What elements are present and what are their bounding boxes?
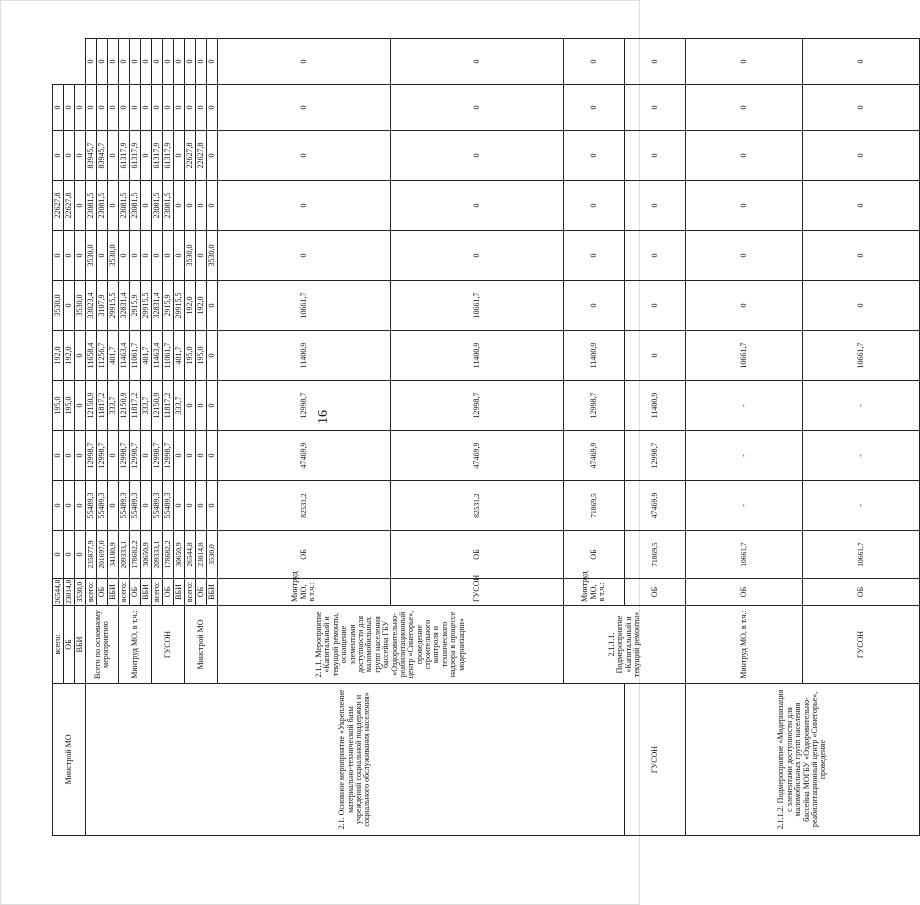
total-cell: 10661,7: [686, 531, 803, 579]
year-value-cell: 333,7: [174, 381, 185, 431]
year-value-cell: 0: [163, 85, 174, 131]
year-value-cell: 333,7: [108, 381, 119, 431]
budget-table-rotated: [52, 39, 866, 836]
year-value-cell: -: [686, 431, 803, 481]
year-value-cell: 0: [185, 431, 196, 481]
year-value-cell: 23081,5: [152, 181, 163, 231]
year-value-cell: 0: [108, 85, 119, 131]
year-value-cell: 0: [391, 85, 564, 131]
funding-source: всего:: [119, 579, 130, 606]
year-value-cell: 401,7: [141, 331, 152, 381]
year-value-cell: 0: [625, 181, 686, 231]
year-value-cell: 22627,8: [185, 131, 196, 181]
year-value-cell: 0: [75, 231, 86, 281]
year-value-cell: 23081,5: [163, 181, 174, 231]
year-value-cell: 0: [625, 131, 686, 181]
year-value-cell: 0: [53, 531, 64, 579]
year-value-cell: 11463,4: [119, 331, 130, 381]
year-value-cell: 83945,7: [97, 131, 108, 181]
year-value-cell: 0: [686, 39, 803, 85]
year-value-cell: 0: [391, 181, 564, 231]
total-cell: 82531,2: [391, 481, 564, 531]
total-cell: 235877,9: [86, 531, 97, 579]
executor-minstroy-main: Минстрой МО: [185, 606, 218, 684]
year-value-cell: 33023,4: [86, 281, 97, 331]
year-value-cell: 0: [196, 181, 207, 231]
action-2-1-1-label: 2.1.1. Мероприятие «Капитальный и текущий ремонты, оснащение элементами доступности для маломобильных групп населения бассейна ГБУ «Оздоровительно-реабилитационный центр «Синегорье», проведение строительного контроля и технического надзора в процессе модернизации»: [218, 606, 564, 684]
executor-mintrud-2112: Минтруд МО, в т.ч.:: [686, 606, 803, 684]
year-value-cell: 10661,7: [803, 331, 920, 381]
year-value-cell: 3107,9: [97, 281, 108, 331]
year-value-cell: 3530,0: [86, 231, 97, 281]
year-value-cell: 55489,3: [130, 481, 141, 531]
year-value-cell: 0: [108, 39, 119, 85]
year-value-cell: 0: [130, 231, 141, 281]
funding-source: ОБ: [391, 531, 564, 579]
year-value-cell: 0: [75, 85, 86, 131]
funding-source: ОБ: [564, 531, 625, 579]
year-value-cell: 12998,7: [218, 381, 391, 431]
year-value-cell: 0: [75, 481, 86, 531]
year-value-cell: 195,0: [185, 331, 196, 381]
year-value-cell: 11817,2: [130, 381, 141, 431]
table-body: [53, 39, 920, 836]
year-value-cell: 0: [141, 481, 152, 531]
year-value-cell: 0: [803, 281, 920, 331]
executor-mintrud-2111: Минтруд МО, в т.ч.:: [564, 579, 625, 606]
total-cell: 178682,2: [130, 531, 141, 579]
year-value-cell: 23081,5: [97, 181, 108, 231]
year-value-cell: 11400,9: [625, 381, 686, 431]
year-value-cell: 0: [625, 281, 686, 331]
funding-source: ОБ: [163, 579, 174, 606]
year-value-cell: 12150,9: [86, 381, 97, 431]
year-value-cell: 29915,5: [174, 281, 185, 331]
year-value-cell: 23081,5: [86, 181, 97, 231]
year-value-cell: 0: [564, 231, 625, 281]
funding-source: всего:: [152, 579, 163, 606]
year-value-cell: -: [803, 381, 920, 431]
year-value-cell: 55489,3: [86, 481, 97, 531]
year-value-cell: 0: [625, 331, 686, 381]
year-value-cell: 0: [196, 481, 207, 531]
executor-total-main: Всего по основному мероприятию: [86, 606, 119, 684]
year-value-cell: 0: [207, 281, 218, 331]
year-value-cell: 0: [174, 39, 185, 85]
year-value-cell: 3530,0: [75, 281, 86, 331]
funding-source: ОБ: [625, 579, 686, 606]
funding-source: ОБ: [686, 579, 803, 606]
year-value-cell: 12998,7: [97, 431, 108, 481]
year-value-cell: 0: [564, 131, 625, 181]
year-value-cell: 0: [174, 181, 185, 231]
year-value-cell: 0: [108, 481, 119, 531]
total-cell: 209333,1: [152, 531, 163, 579]
year-value-cell: 55489,3: [97, 481, 108, 531]
year-value-cell: 2915,9: [130, 281, 141, 331]
year-value-cell: 0: [130, 39, 141, 85]
year-value-cell: 12998,7: [86, 431, 97, 481]
year-value-cell: 0: [196, 85, 207, 131]
year-value-cell: 23081,5: [130, 181, 141, 231]
year-value-cell: 0: [119, 39, 130, 85]
year-value-cell: 22627,8: [53, 181, 64, 231]
year-value-cell: 29915,5: [108, 281, 119, 331]
table-row: [625, 39, 686, 836]
year-value-cell: 0: [97, 85, 108, 131]
year-value-cell: 0: [53, 231, 64, 281]
year-value-cell: 0: [391, 39, 564, 85]
year-value-cell: 0: [218, 181, 391, 231]
year-value-cell: 195,0: [64, 381, 75, 431]
year-value-cell: 0: [119, 231, 130, 281]
year-value-cell: 0: [64, 131, 75, 181]
funding-source: всего:: [86, 579, 97, 606]
year-value-cell: 0: [97, 231, 108, 281]
year-value-cell: 0: [141, 231, 152, 281]
year-value-cell: 0: [391, 231, 564, 281]
year-value-cell: 0: [185, 481, 196, 531]
budget-table: [52, 38, 920, 836]
funding-source: ОБ: [97, 579, 108, 606]
year-value-cell: 11817,2: [97, 381, 108, 431]
year-value-cell: 11061,7: [130, 331, 141, 381]
year-value-cell: 10661,7: [218, 281, 391, 331]
total-cell: 23014,8: [64, 579, 74, 604]
table-row: [86, 39, 97, 836]
year-value-cell: 0: [141, 39, 152, 85]
year-value-cell: 0: [75, 131, 86, 181]
year-value-cell: 61317,9: [119, 131, 130, 181]
table-row: [53, 39, 64, 836]
year-value-cell: 0: [86, 85, 97, 131]
year-value-cell: 0: [207, 481, 218, 531]
year-value-cell: 11463,4: [152, 331, 163, 381]
year-value-cell: 55489,3: [152, 481, 163, 531]
year-value-cell: 0: [207, 381, 218, 431]
total-cell: 30650,9: [174, 531, 185, 579]
year-value-cell: 3530,0: [207, 231, 218, 281]
year-value-cell: 195,0: [53, 381, 64, 431]
executor-mintrud-main: Минтруд МО, в т.ч.:: [119, 606, 152, 684]
year-value-cell: 47469,9: [564, 431, 625, 481]
funding-source: ВБИ: [75, 606, 86, 684]
total-cell: 3530,0: [75, 579, 86, 606]
year-value-cell: 0: [625, 85, 686, 131]
year-value-cell: 0: [686, 85, 803, 131]
funding-source: ОБ: [803, 579, 920, 606]
year-value-cell: 0: [207, 181, 218, 231]
funding-source: ОБ: [130, 579, 141, 606]
year-value-cell: 0: [75, 431, 86, 481]
year-value-cell: 11400,9: [564, 331, 625, 381]
year-value-cell: 0: [803, 231, 920, 281]
year-value-cell: 0: [185, 85, 196, 131]
year-value-cell: 22627,8: [64, 181, 75, 231]
year-value-cell: 12998,7: [130, 431, 141, 481]
funding-source: всего:: [53, 606, 64, 684]
year-value-cell: 12998,7: [119, 431, 130, 481]
year-value-cell: 0: [185, 381, 196, 431]
executor-gusson-main: ГУСОН: [152, 606, 185, 684]
funding-source: ОБ: [218, 531, 391, 579]
year-value-cell: 55489,3: [119, 481, 130, 531]
year-value-cell: 0: [803, 39, 920, 85]
year-value-cell: 12150,9: [119, 381, 130, 431]
year-value-cell: 0: [64, 85, 75, 131]
year-value-cell: 0: [141, 181, 152, 231]
sub-2-1-1-2-label: 2.1.1.2. Подмероприятие «Модернизация с элементами доступности для маломобильных групп населения бассейна МОГБУ «Оздоровительно-реабилитационный центр «Синегорье», проведение: [686, 684, 920, 836]
executor-gusson-2112: ГУСОН: [803, 606, 920, 684]
year-value-cell: -: [686, 481, 803, 531]
year-value-cell: 22627,8: [196, 131, 207, 181]
total-cell: 71869,5: [564, 481, 625, 531]
total-cell: 23014,8: [196, 531, 207, 579]
executor-gusson-211: ГУСОН: [391, 579, 564, 606]
total-cell: 3530,0: [207, 531, 218, 579]
year-value-cell: 0: [163, 39, 174, 85]
year-value-cell: 11400,9: [218, 331, 391, 381]
year-value-cell: 0: [108, 181, 119, 231]
year-value-cell: 0: [196, 231, 207, 281]
year-value-cell: 0: [53, 85, 64, 131]
year-value-cell: 0: [686, 281, 803, 331]
year-value-cell: 0: [803, 181, 920, 231]
year-value-cell: 0: [75, 181, 86, 231]
year-value-cell: 0: [564, 281, 625, 331]
year-value-cell: 61317,9: [130, 131, 141, 181]
year-value-cell: 0: [163, 231, 174, 281]
year-value-cell: 0: [53, 481, 64, 531]
total-cell: 201697,0: [97, 531, 108, 579]
year-value-cell: 3530,0: [53, 281, 64, 331]
year-value-cell: 192,0: [53, 331, 64, 381]
year-value-cell: 0: [207, 85, 218, 131]
year-value-cell: 0: [64, 481, 75, 531]
year-value-cell: 0: [53, 431, 64, 481]
total-cell: 209333,1: [119, 531, 130, 579]
year-value-cell: -: [686, 381, 803, 431]
year-value-cell: 0: [64, 531, 75, 579]
year-value-cell: 47469,9: [625, 481, 686, 531]
year-value-cell: 0: [75, 331, 86, 381]
year-value-cell: 0: [174, 231, 185, 281]
year-value-cell: 0: [174, 481, 185, 531]
year-value-cell: 0: [564, 181, 625, 231]
year-value-cell: 0: [625, 39, 686, 85]
year-value-cell: 10661,7: [686, 331, 803, 381]
year-value-cell: 32831,4: [152, 281, 163, 331]
year-value-cell: 0: [174, 431, 185, 481]
year-value-cell: 0: [686, 131, 803, 181]
year-value-cell: 0: [196, 39, 207, 85]
year-value-cell: 192,0: [64, 331, 75, 381]
year-value-cell: 47469,9: [218, 431, 391, 481]
year-value-cell: 0: [218, 231, 391, 281]
year-value-cell: 0: [152, 39, 163, 85]
year-value-cell: 401,7: [174, 331, 185, 381]
year-value-cell: 3530,0: [108, 231, 119, 281]
year-value-cell: 12998,7: [163, 431, 174, 481]
total-cell: 71869,5: [625, 531, 686, 579]
year-value-cell: 0: [196, 381, 207, 431]
year-value-cell: 83945,7: [86, 131, 97, 181]
year-value-cell: 0: [207, 431, 218, 481]
year-value-cell: 0: [64, 281, 75, 331]
total-cell: 34180,9: [108, 531, 119, 579]
program-2-1-label: 2.1. Основное мероприятие «Укрепление материально-технической базы учреждений социальной поддержки и социального обслуживания населения»: [86, 684, 625, 836]
funding-source: ОБ: [196, 579, 207, 606]
year-value-cell: 195,0: [196, 331, 207, 381]
funding-source: ВБИ: [108, 579, 119, 606]
total-cell: 82531,2: [218, 481, 391, 531]
year-value-cell: 23081,5: [119, 181, 130, 231]
executor-minstroy-top: Минстрой МО: [53, 684, 86, 836]
year-value-cell: 11256,7: [97, 331, 108, 381]
year-value-cell: 11817,2: [163, 381, 174, 431]
year-value-cell: 32831,4: [119, 281, 130, 331]
year-value-cell: 333,7: [141, 381, 152, 431]
year-value-cell: 0: [119, 85, 130, 131]
year-value-cell: 0: [207, 331, 218, 381]
year-value-cell: 0: [141, 431, 152, 481]
year-value-cell: 0: [75, 381, 86, 431]
year-value-cell: 0: [130, 85, 141, 131]
funding-source: ОБ: [64, 606, 75, 684]
year-value-cell: 0: [152, 85, 163, 131]
year-value-cell: 0: [174, 131, 185, 181]
year-value-cell: 3530,0: [185, 231, 196, 281]
year-value-cell: 0: [803, 131, 920, 181]
year-value-cell: 12150,9: [152, 381, 163, 431]
year-value-cell: 12998,7: [625, 431, 686, 481]
year-value-cell: 192,0: [196, 281, 207, 331]
sub-2-1-1-1-label: 2.1.1.1. Подмероприятие «Капитальный и текущий ремонты»: [564, 606, 686, 684]
total-cell: 26544,8: [185, 531, 196, 579]
page-number: 16: [316, 410, 331, 424]
total-cell: 30650,9: [141, 531, 152, 579]
year-value-cell: 0: [625, 231, 686, 281]
year-value-cell: 12998,7: [391, 381, 564, 431]
year-value-cell: 0: [686, 231, 803, 281]
year-value-cell: 192,0: [185, 281, 196, 331]
executor-mintrud-211: Минтруд МО, в т.ч.:: [218, 579, 391, 606]
total-cell: 10661,7: [803, 531, 920, 579]
executor-gusson-2111: ГУСОН: [625, 684, 686, 836]
year-value-cell: 0: [97, 39, 108, 85]
year-value-cell: 11658,4: [86, 331, 97, 381]
year-value-cell: 0: [564, 39, 625, 85]
year-value-cell: 0: [86, 39, 97, 85]
year-value-cell: 0: [64, 431, 75, 481]
year-value-cell: 0: [218, 85, 391, 131]
year-value-cell: -: [803, 481, 920, 531]
total-cell: 178682,2: [163, 531, 174, 579]
year-value-cell: 0: [174, 85, 185, 131]
year-value-cell: -: [803, 431, 920, 481]
year-value-cell: 0: [803, 85, 920, 131]
year-value-cell: 0: [686, 181, 803, 231]
year-value-cell: 0: [391, 131, 564, 181]
year-value-cell: 0: [141, 131, 152, 181]
year-value-cell: 0: [207, 131, 218, 181]
year-value-cell: 61317,9: [152, 131, 163, 181]
year-value-cell: 0: [108, 131, 119, 181]
table-row: [686, 39, 803, 836]
year-value-cell: 29915,5: [141, 281, 152, 331]
year-value-cell: 55489,3: [163, 481, 174, 531]
year-value-cell: 0: [185, 39, 196, 85]
year-value-cell: 0: [207, 39, 218, 85]
year-value-cell: 61317,9: [163, 131, 174, 181]
funding-source: ВБИ: [207, 579, 218, 606]
year-value-cell: 0: [218, 39, 391, 85]
year-value-cell: 0: [141, 85, 152, 131]
year-value-cell: 0: [64, 231, 75, 281]
year-value-cell: 2915,9: [163, 281, 174, 331]
year-value-cell: 47469,9: [391, 431, 564, 481]
year-value-cell: 401,7: [108, 331, 119, 381]
year-value-cell: 10661,7: [391, 281, 564, 331]
year-value-cell: 0: [185, 181, 196, 231]
funding-source: ВБИ: [174, 579, 185, 606]
year-value-cell: 12998,7: [152, 431, 163, 481]
funding-source: всего:: [185, 579, 196, 606]
year-value-cell: 0: [53, 131, 64, 181]
year-value-cell: 0: [152, 231, 163, 281]
year-value-cell: 11400,9: [391, 331, 564, 381]
funding-source: ВБИ: [141, 579, 152, 606]
year-value-cell: 0: [108, 431, 119, 481]
year-value-cell: 0: [196, 431, 207, 481]
year-value-cell: 0: [218, 131, 391, 181]
year-value-cell: 0: [75, 531, 86, 579]
year-value-cell: 0: [564, 85, 625, 131]
year-value-cell: 12998,7: [564, 381, 625, 431]
total-cell: 26544,8: [53, 579, 63, 604]
year-value-cell: 11061,7: [163, 331, 174, 381]
